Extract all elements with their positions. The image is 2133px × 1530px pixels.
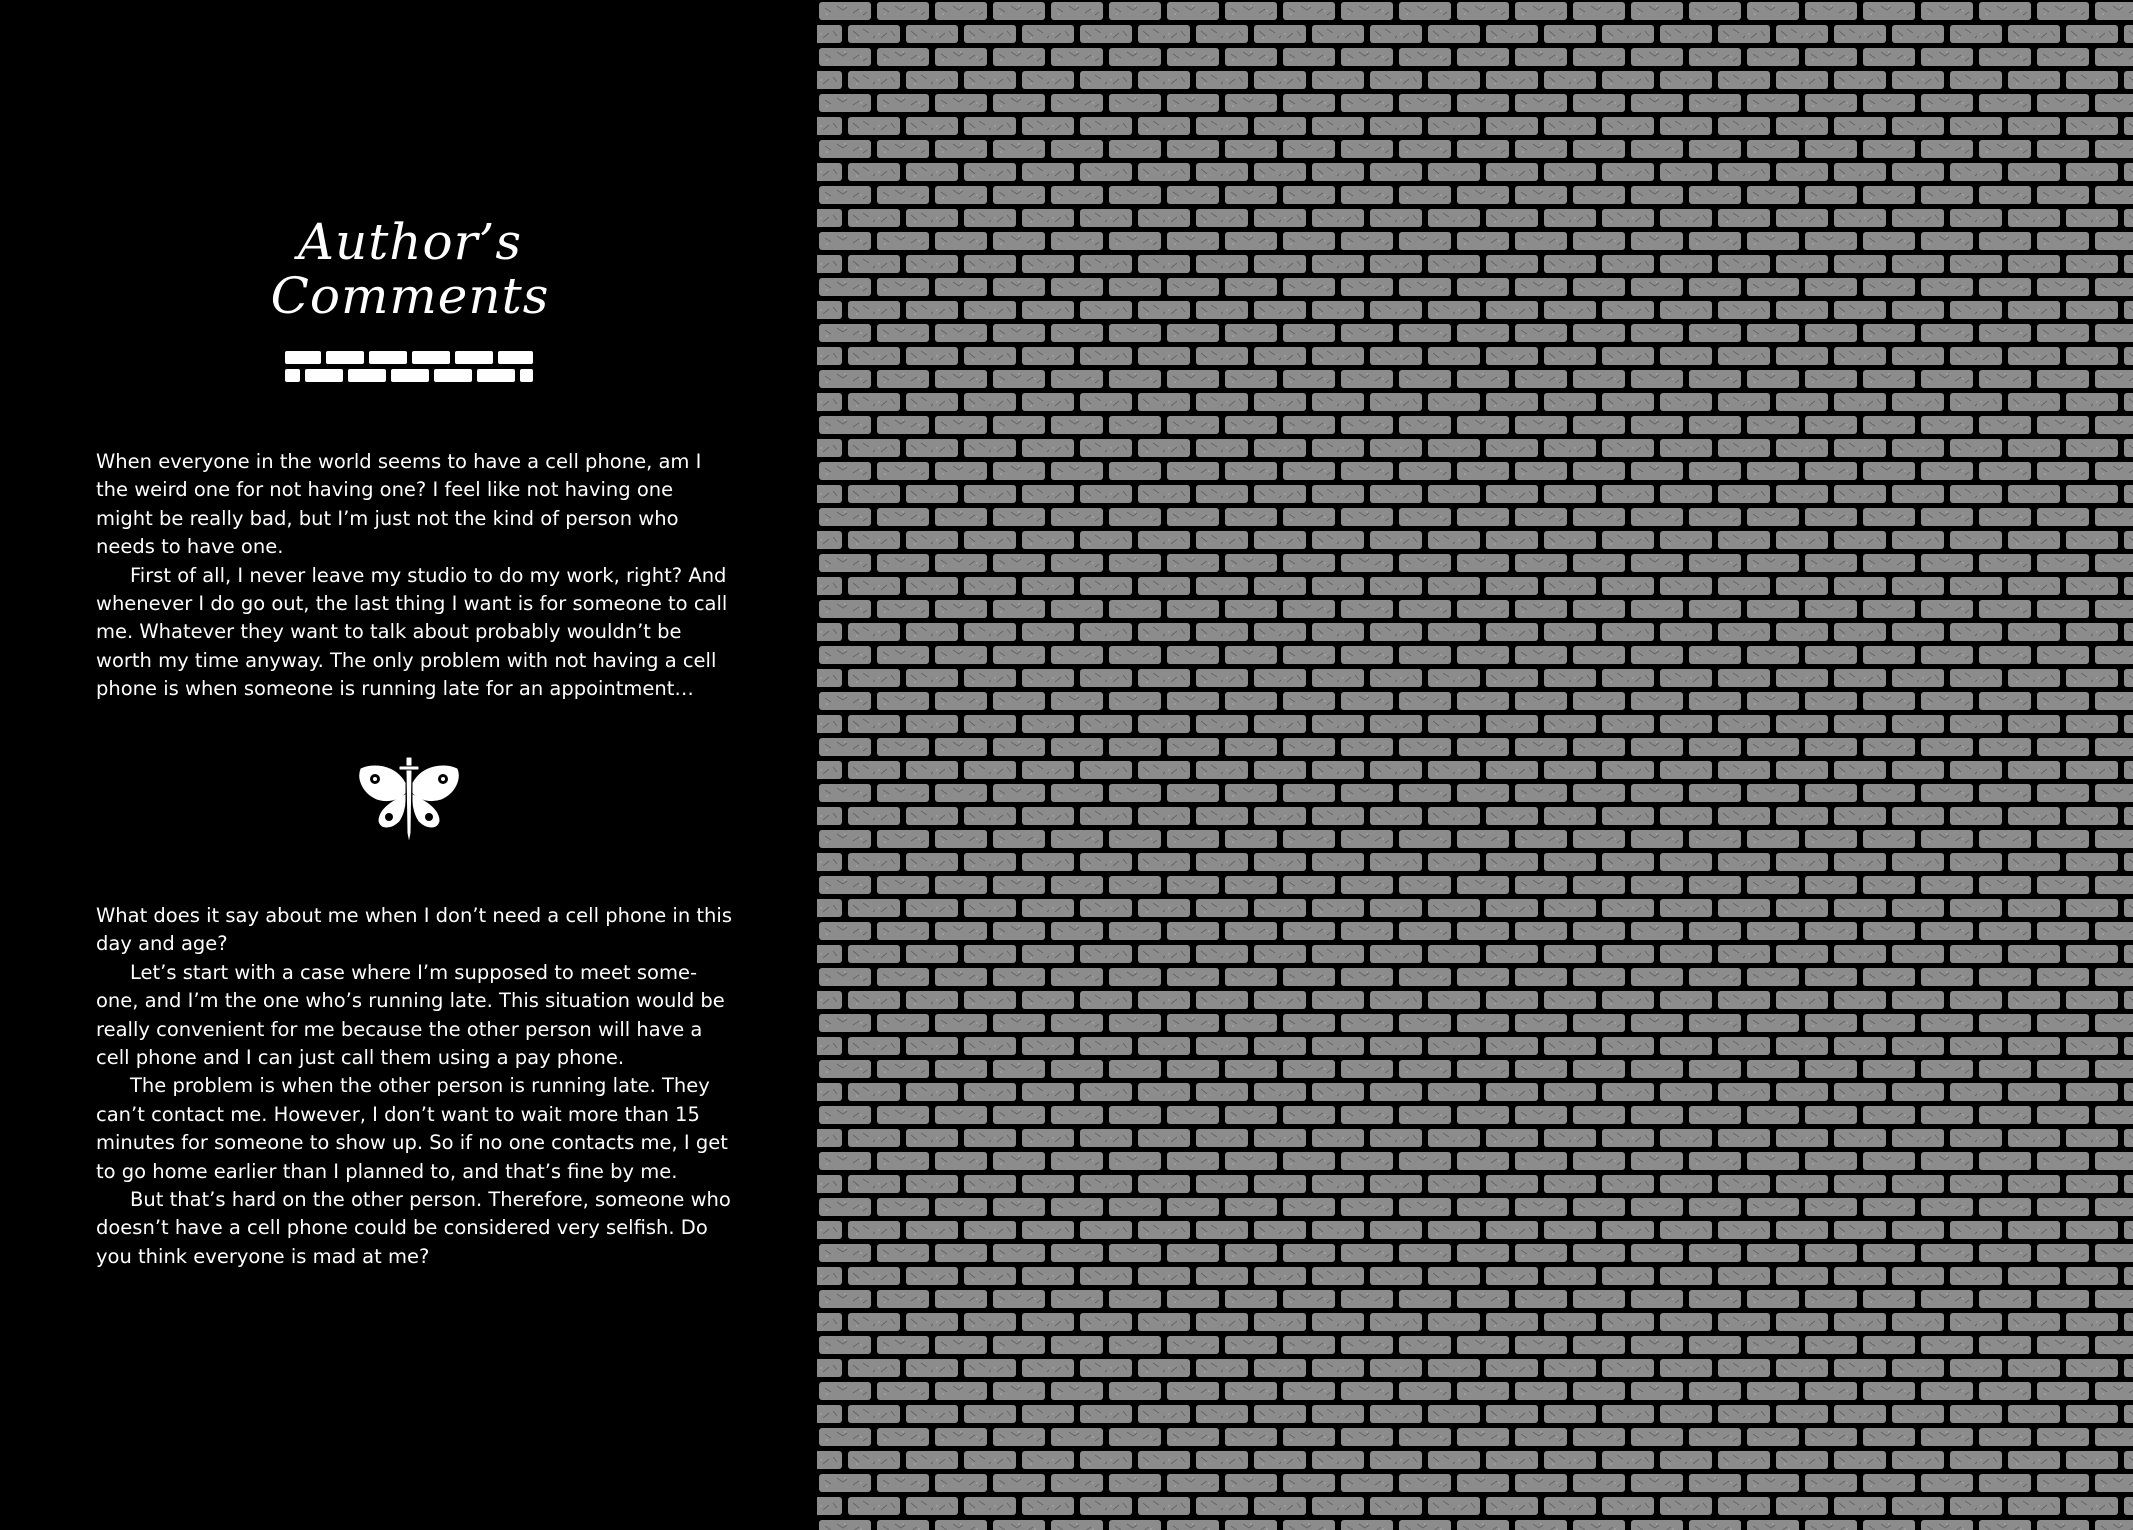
comment-section-2 (96, 902, 736, 1271)
title-line-2: Comments (270, 267, 550, 325)
paragraph: But that’s hard on the other person. Therefore, someone who doesn’t have a cell phone could be considered very selfish. Do you think everyone is mad at me? (96, 1188, 731, 1268)
right-page-brick-wall (817, 0, 2133, 1530)
paragraph: The problem is when the other person is running late. They can’t contact me. However, I don’t want to wait more than 15 minutes for someone to show up. So if no one contacts me, I get to go home earlier than I planned to, and that’s fine by me. (96, 1074, 728, 1183)
moth-with-sword-icon (355, 755, 463, 845)
brick-icon (285, 351, 533, 383)
paragraph: What does it say about me when I don’t need a cell phone in this day and age? (96, 904, 732, 956)
page-title (210, 215, 610, 323)
paragraph: First of all, I never leave my studio to do my work, right? And whenever I do go out, the last thing I want is for someone to call me. Whatever they want to talk about probably wouldn’t be worth my time anyway. The only problem with not having a cell phone is when someone is running late for an appointment… (96, 563, 728, 701)
brick-wall-pattern (817, 0, 2133, 1530)
title-line-1: Author’s (297, 213, 523, 271)
left-page (0, 0, 817, 1530)
paragraph: When everyone in the world seems to have a cell phone, am I the weird one for not having one? I feel like not having one might be really bad, but I’m just not the kind of person who needs to have one. (96, 450, 702, 559)
comment-section-1 (96, 448, 736, 704)
paragraph: Let’s start with a case where I’m supposed to meet some-one, and I’m the one who’s running late. This situation would be really convenient for me because the other person will have a cell phone and I can just call them using a pay phone. (96, 960, 725, 1070)
